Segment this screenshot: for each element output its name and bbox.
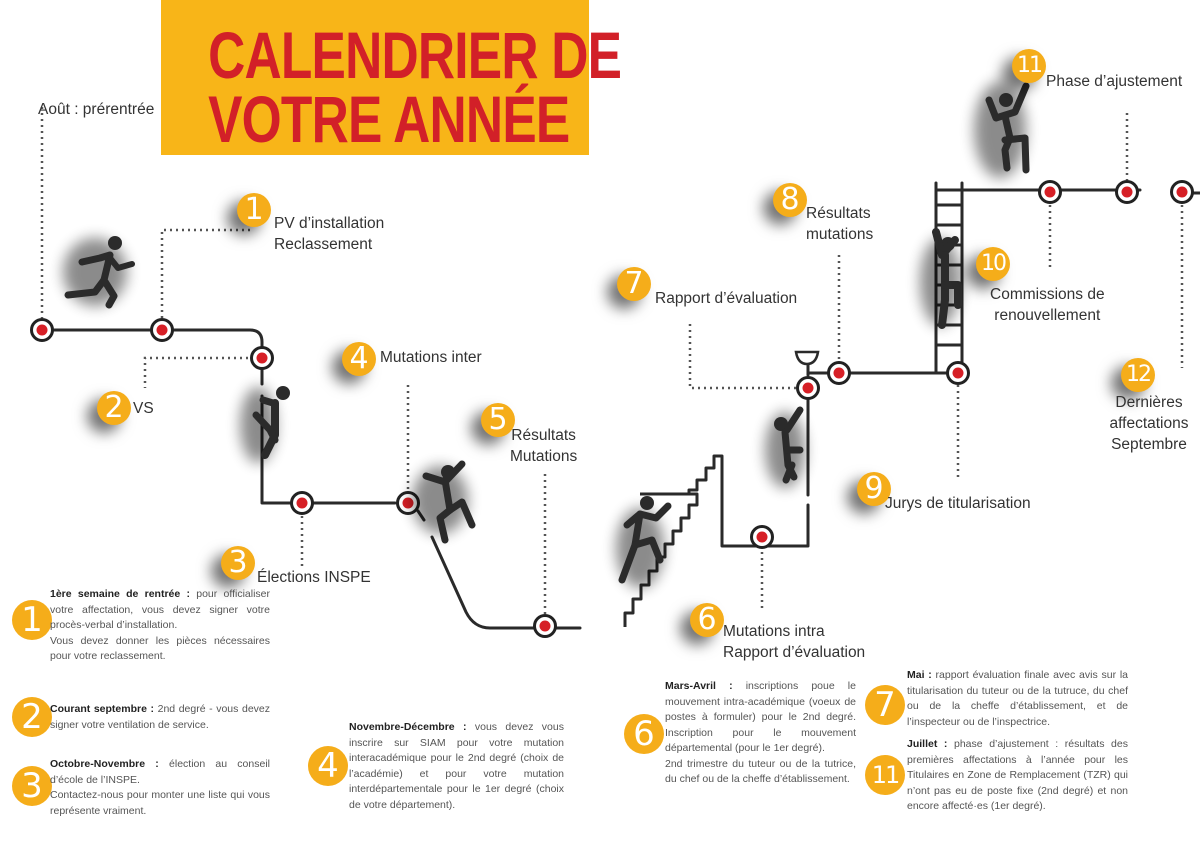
note-3: Octobre-Novembre : élection au conseil d’école de l’INSPE. Contactez-nous pour monter une liste qui vous représente vraiment.: [50, 758, 270, 817]
step-label-2: VS: [133, 400, 154, 417]
step-badge-2: 2: [97, 391, 131, 425]
title-banner: [161, 0, 622, 156]
note-badge-4: 4: [308, 746, 348, 786]
step-label-6: Mutations intra Rapport d’évaluation: [723, 623, 866, 661]
note-7: Mai : rapport évaluation finale avec avis sur la titularisation du tuteur ou de la tutruce, du chef ou de la cheffe d’établissement, et de l’inspecteur ou de l’inspectrice.: [907, 669, 1128, 728]
note-badge-1: 1: [12, 600, 52, 640]
step-badge-3: 3: [221, 546, 255, 580]
step-label-8: Résultats mutations: [806, 205, 874, 243]
step-badge-6: 6: [690, 603, 724, 637]
title-line-1: CALENDRIER DE: [208, 18, 622, 92]
step-label-1: PV d’installation Reclassement: [274, 215, 385, 253]
note-4: Novembre-Décembre : vous devez vous inscrire sur SIAM pour votre mutation interacadémique pour le 2nd degré (choix de l’académie) et pour votre mutation interdépartementale pour le 1er degré (choix de votre département).: [349, 721, 564, 811]
step-label-9: Jurys de titularisation: [885, 495, 1031, 512]
note-badge-2: 2: [12, 697, 52, 737]
note-badge-11: 11: [865, 755, 905, 795]
step-badge-7: 7: [617, 267, 651, 301]
step-label-5: Résultats Mutations: [510, 427, 578, 465]
step-badge-4: 4: [342, 342, 376, 376]
step-label-11: Phase d’ajustement: [1046, 73, 1183, 90]
step-label-3: Élections INSPE: [257, 569, 371, 586]
step-badge-12: 12: [1121, 358, 1155, 392]
step-badge-10: 10: [976, 247, 1010, 281]
step-badge-5: 5: [481, 403, 515, 437]
step-label-7: Rapport d’évaluation: [655, 290, 798, 307]
note-badge-3: 3: [12, 766, 52, 806]
note-2: Courant septembre : 2nd degré - vous devez signer votre ventilation de service.: [50, 703, 270, 731]
note-badge-6: 6: [624, 714, 664, 754]
step-badge-1: 1: [237, 193, 271, 227]
step-badge-11: 11: [1012, 49, 1046, 83]
step-label-12: Dernières affectations Septembre: [1109, 394, 1189, 453]
note-11: Juillet : phase d’ajustement : résultats des premières affectations à l’année pour les Titulaires en Zone de Remplacement (TZR) qui n’ont pas eu de poste fixe (2nd degré) et non encore affecté·es (1er degré).: [907, 738, 1128, 812]
title-line-2: VOTRE ANNÉE: [208, 82, 570, 156]
note-badge-7: 7: [865, 685, 905, 725]
step-label-10: Commissions de renouvellement: [990, 286, 1105, 324]
note-6: Mars-Avril : inscriptions poue le mouvement intra-académique (voeux de postes à formuler) pour le 2nd degré. Inscription pour le mouvement départemental (pour le 1er degré). 2nd trimestre du tuteur ou de la tutrice, du chef ou de la cheffe d’établissement.: [665, 680, 856, 785]
start-label: Août : prérentrée: [38, 101, 155, 118]
step-badge-9: 9: [857, 472, 891, 506]
note-1: 1ère semaine de rentrée : pour officialiser votre affectation, vous devez signer votre procès-verbal d’installation. Vous devez donner les pièces nécessaires pour votre reclassement.: [50, 588, 271, 662]
step-label-4: Mutations inter: [380, 349, 482, 366]
step-badge-8: 8: [773, 183, 807, 217]
